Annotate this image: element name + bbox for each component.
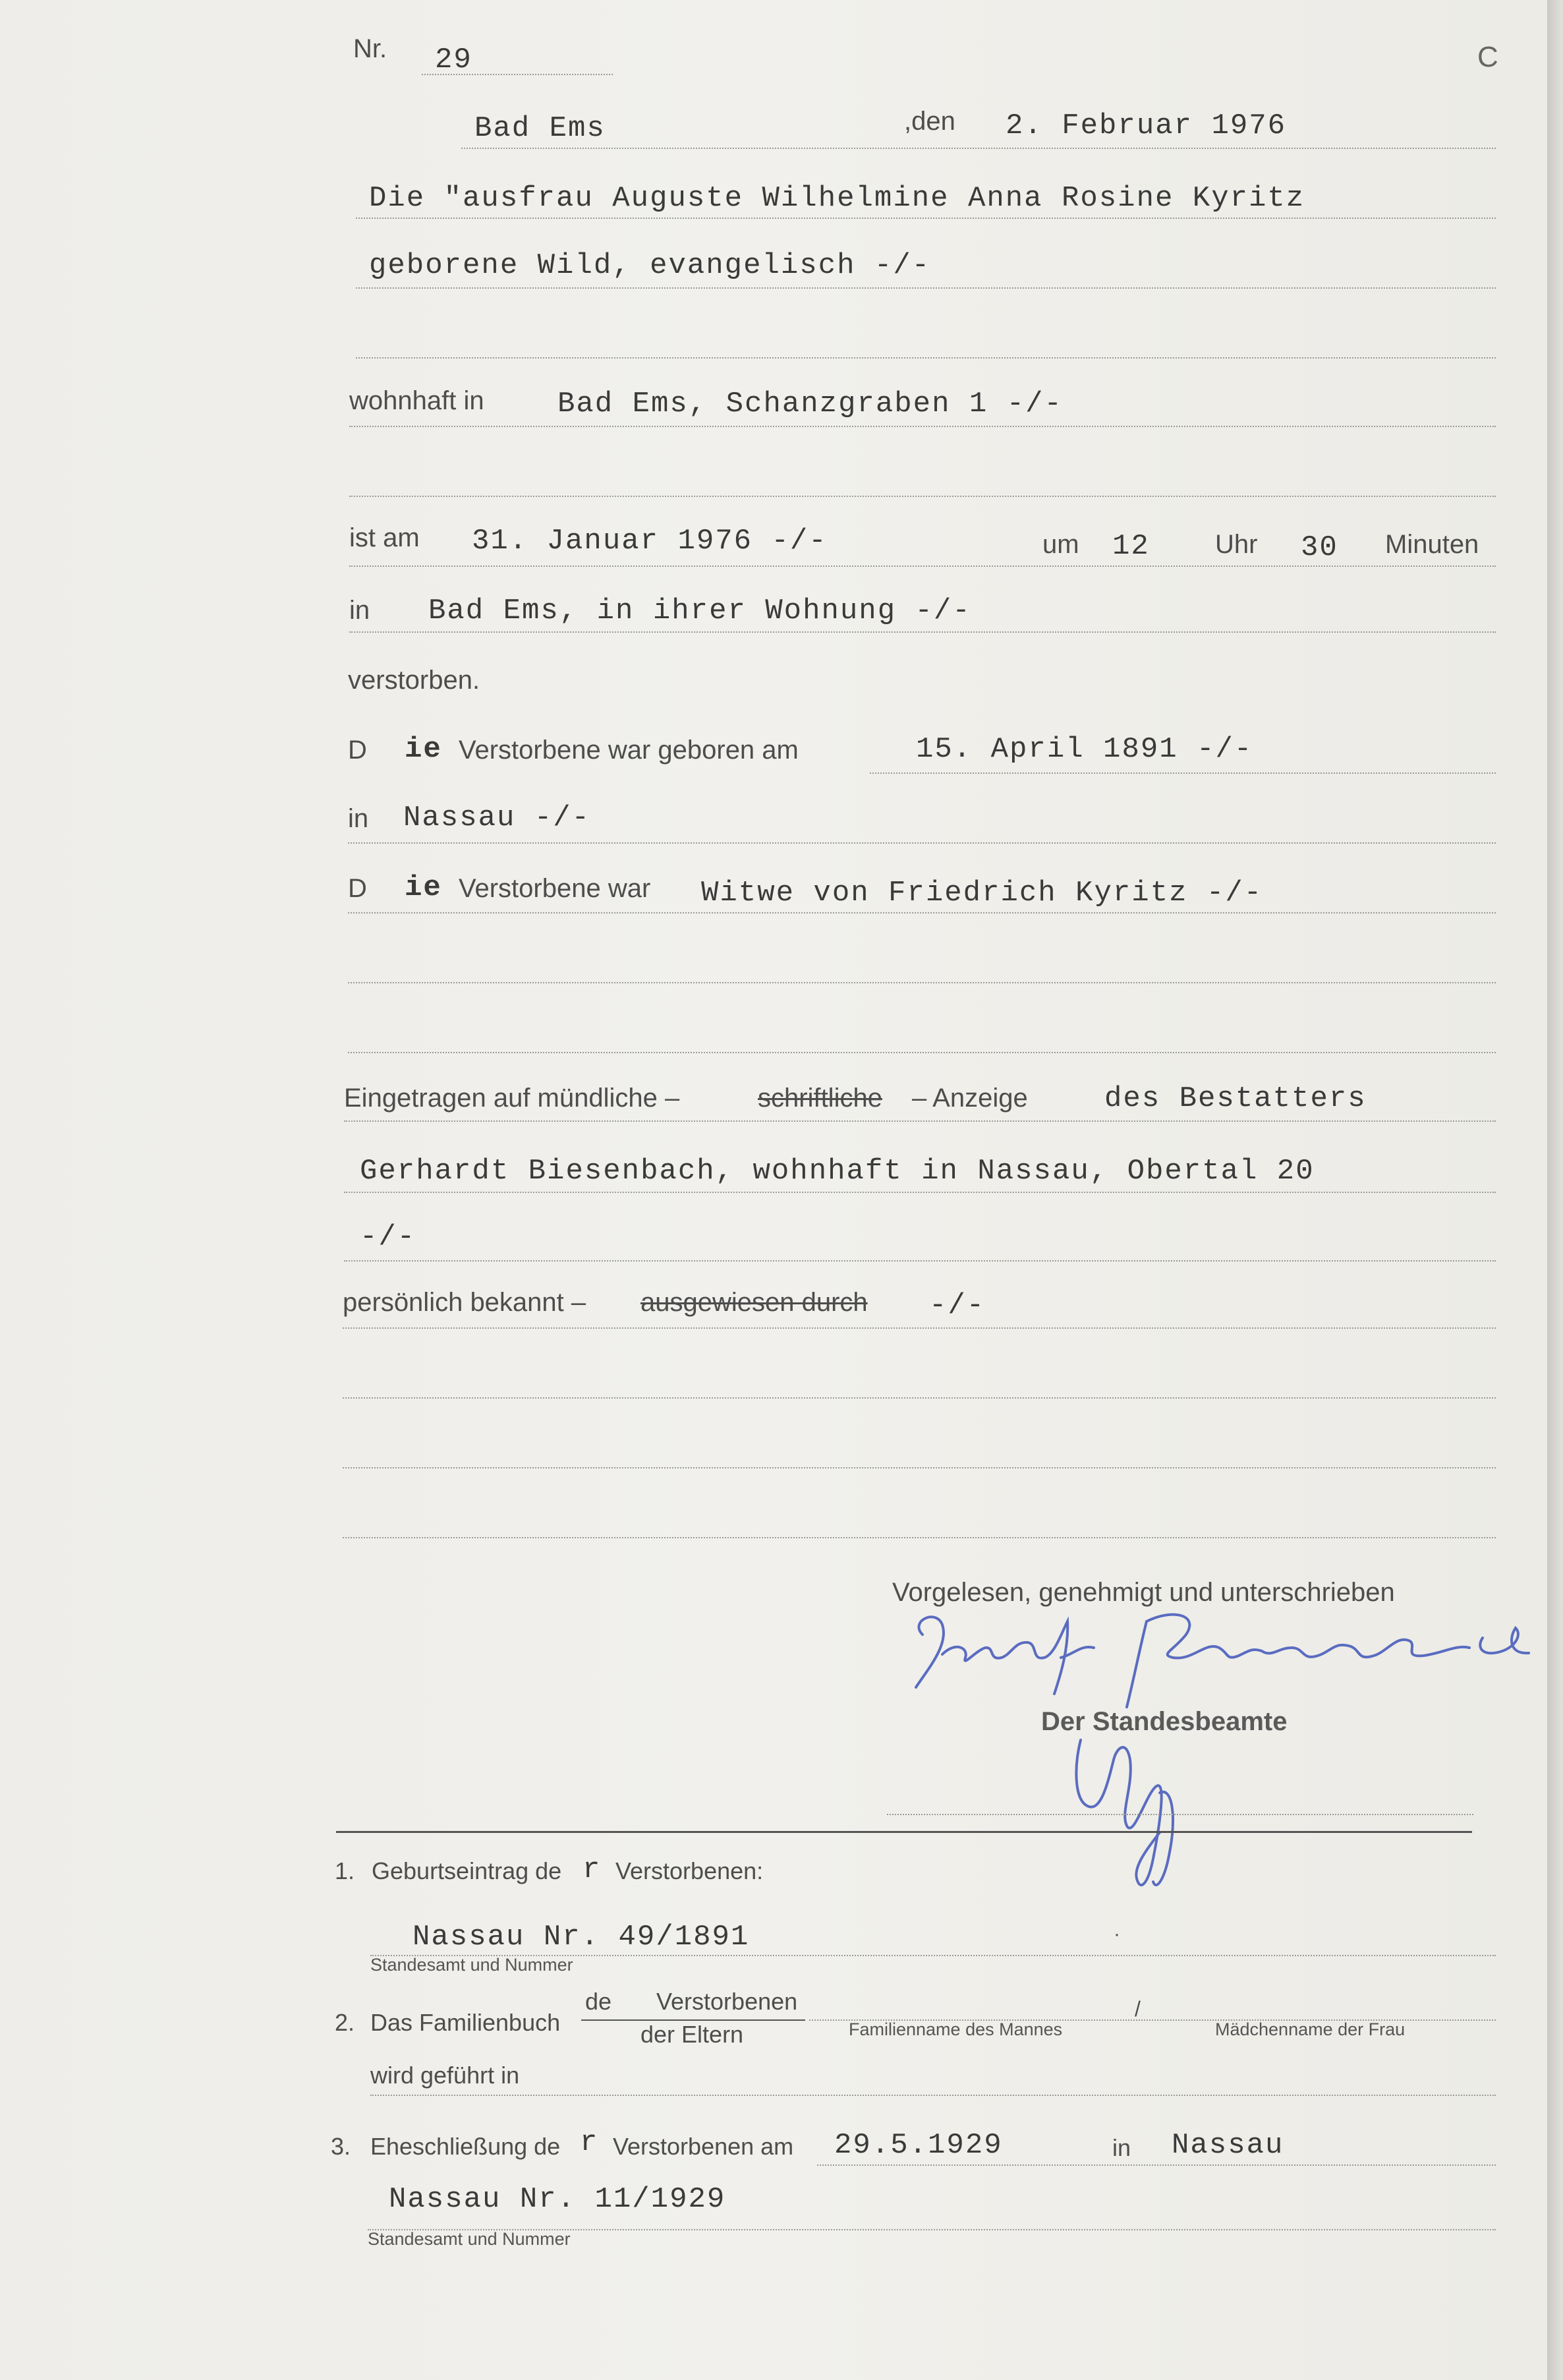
- blank-rule-4: [348, 1052, 1496, 1053]
- death-place-rule: [349, 631, 1496, 633]
- minuten-label: Minuten: [1385, 530, 1479, 559]
- birth-place: Nassau -/-: [403, 801, 591, 834]
- page-edge: [1547, 0, 1563, 2380]
- spouse-label: Verstorbene war: [459, 874, 651, 903]
- note1-label-b: Verstorbenen:: [615, 1857, 764, 1884]
- note3-place: Nassau: [1172, 2129, 1284, 2162]
- death-date: 31. Januar 1976 -/-: [472, 525, 828, 558]
- registration-label-start: Eingetragen auf mündliche –: [344, 1084, 680, 1113]
- known-label: persönlich bekannt –: [343, 1288, 586, 1317]
- registration-value-2: Gerhardt Biesenbach, wohnhaft in Nassau, Obertal 20: [360, 1155, 1315, 1188]
- uhr-label: Uhr: [1215, 530, 1258, 559]
- birth-label: Verstorbene war geboren am: [459, 736, 799, 765]
- registrar-signature-icon: [1061, 1714, 1193, 1898]
- known-value: -/-: [929, 1289, 986, 1322]
- note2-slash: /: [1135, 1997, 1141, 2021]
- person-line2: geborene Wild, evangelisch -/-: [369, 249, 931, 282]
- death-place: Bad Ems, in ihrer Wohnung -/-: [428, 595, 971, 627]
- spouse-value: Witwe von Friedrich Kyritz -/-: [701, 877, 1263, 910]
- registration-label-struck: schriftliche: [758, 1084, 882, 1113]
- blank-rule-6: [343, 1467, 1496, 1468]
- birth-typed: ie: [405, 733, 442, 766]
- note3-date: 29.5.1929: [834, 2129, 1003, 2162]
- nr-line: [422, 74, 613, 75]
- note3-typed: r: [580, 2126, 599, 2159]
- place: Bad Ems: [474, 112, 606, 145]
- note1-dot: ·: [1114, 1923, 1120, 1945]
- verstorben-label: verstorben.: [348, 666, 480, 695]
- note3-label-a: Eheschließung de: [370, 2133, 561, 2160]
- section-divider: [336, 1831, 1472, 1833]
- registrar-label: Der Standesbeamte: [1041, 1707, 1288, 1736]
- known-rule: [343, 1327, 1496, 1329]
- residence-value: Bad Ems, Schanzgraben 1 -/-: [557, 388, 1063, 421]
- residence-label: wohnhaft in: [349, 386, 484, 415]
- person-line2-rule: [356, 287, 1496, 289]
- note2-line2: wird geführt in: [370, 2062, 520, 2089]
- known-struck: ausgewiesen durch: [640, 1288, 868, 1317]
- blank-rule-3: [348, 982, 1496, 983]
- note3-rule-1: [817, 2164, 1496, 2166]
- blank-rule-5: [343, 1397, 1496, 1399]
- registration-rule-1: [344, 1120, 1496, 1122]
- note2-frac-bottom: der Eltern: [640, 2021, 744, 2048]
- note2-wife-caption: Mädchenname der Frau: [1215, 2019, 1406, 2039]
- death-date-label: ist am: [349, 523, 420, 552]
- death-minutes: 30: [1301, 531, 1338, 564]
- note2-rule: [370, 2095, 1496, 2096]
- birth-place-rule: [348, 842, 1496, 844]
- spouse-typed: ie: [405, 871, 442, 904]
- note3-caption: Standesamt und Nummer: [368, 2229, 571, 2249]
- informant-signature: [896, 1595, 1542, 1714]
- person-line1: Die "ausfrau Auguste Wilhelmine Anna Rosine Kyritz: [369, 182, 1305, 215]
- spouse-prefix: D: [348, 874, 367, 903]
- blank-rule-2: [349, 496, 1496, 497]
- note1-caption: Standesamt und Nummer: [370, 1955, 573, 1975]
- corner-letter: C: [1477, 41, 1498, 73]
- birth-place-label: in: [348, 804, 369, 833]
- death-place-label: in: [349, 596, 370, 625]
- note3-number: 3.: [331, 2133, 351, 2160]
- note1-value: Nassau Nr. 49/1891: [412, 1921, 750, 1954]
- registrar-sign-rule: [887, 1814, 1473, 1815]
- note2-number: 2.: [335, 2009, 355, 2036]
- note2-label: Das Familienbuch: [370, 2009, 561, 2036]
- note1-number: 1.: [335, 1857, 355, 1884]
- registration-label-end: – Anzeige: [912, 1084, 1028, 1113]
- header-line: [461, 148, 1496, 149]
- birth-date: 15. April 1891 -/-: [916, 733, 1253, 766]
- birth-prefix: D: [348, 736, 367, 765]
- note2-frac-top: Verstorbenen: [656, 1988, 798, 2015]
- note3-in: in: [1112, 2134, 1131, 2161]
- um-label: um: [1042, 530, 1079, 559]
- note3-label-b: Verstorbenen am: [613, 2133, 794, 2160]
- residence-rule: [349, 426, 1496, 427]
- nr-label: Nr.: [353, 34, 387, 63]
- note2-frac-top-typed: de: [585, 1988, 612, 2015]
- registration-value-1: des Bestatters: [1104, 1082, 1367, 1115]
- blank-rule-7: [343, 1537, 1496, 1538]
- date: 2. Februar 1976: [1006, 109, 1287, 142]
- person-line1-rule: [356, 218, 1496, 219]
- death-hour: 12: [1112, 530, 1150, 563]
- note2-husband-caption: Familienname des Mannes: [849, 2019, 1063, 2039]
- registration-rule-3: [344, 1260, 1496, 1262]
- birth-date-rule: [870, 772, 1496, 774]
- blank-rule-1: [356, 357, 1496, 359]
- registration-value-3: -/-: [360, 1221, 416, 1254]
- death-date-rule: [349, 566, 1496, 567]
- note3-value: Nassau Nr. 11/1929: [389, 2183, 726, 2216]
- registration-rule-2: [344, 1192, 1496, 1193]
- nr-value: 29: [435, 44, 472, 76]
- read-approved-label: Vorgelesen, genehmigt und unterschrieben: [892, 1578, 1395, 1607]
- note1-label-typed: r: [583, 1853, 602, 1886]
- note1-label-a: Geburtseintrag de: [372, 1857, 562, 1884]
- spouse-rule: [348, 912, 1496, 914]
- den-label: ,den: [904, 107, 955, 136]
